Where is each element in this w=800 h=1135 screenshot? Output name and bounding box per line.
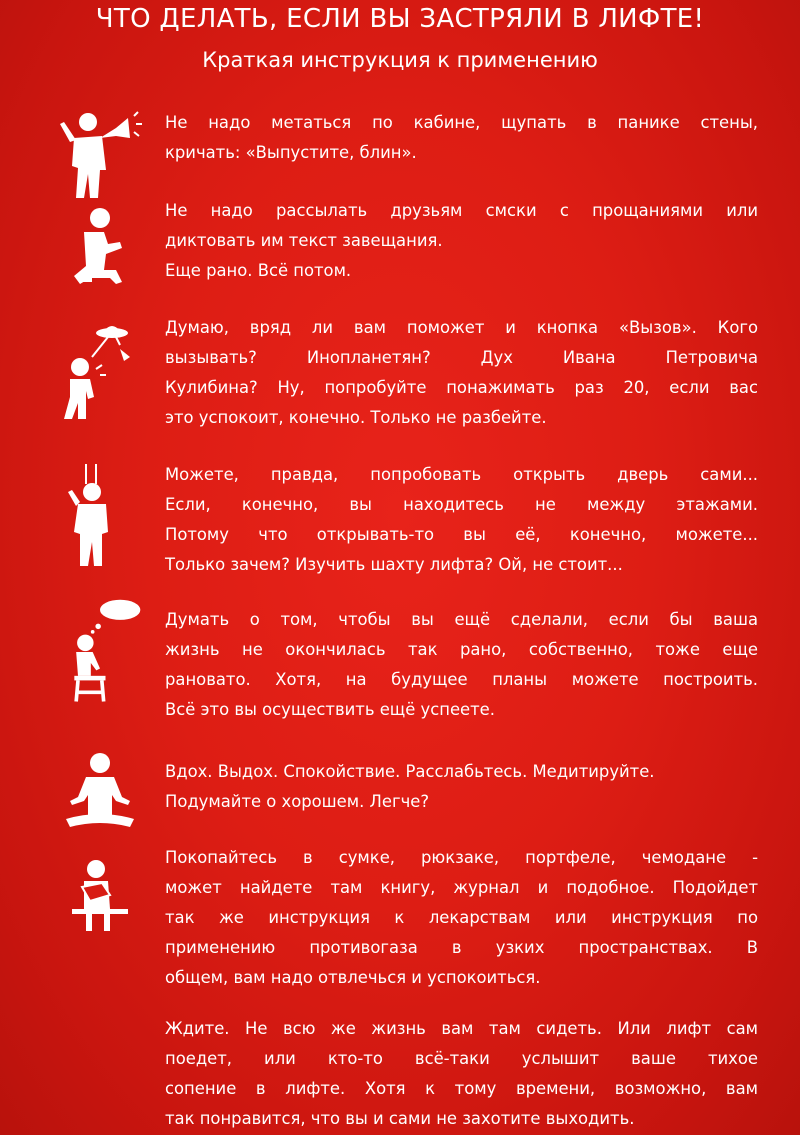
text-line: так понравится, что вы и сами не захотите выходить.: [165, 1109, 635, 1128]
text-line: Покопайтесь в сумке, рюкзаке, портфеле, чемодане -: [165, 848, 758, 867]
text-line: рановато. Хотя, на будущее планы можете построить.: [165, 670, 758, 689]
text-line: Ждите. Не всю же жизнь вам там сидеть. Или лифт сам: [165, 1019, 758, 1038]
text-line: общем, вам надо отвлечься и успокоиться.: [165, 968, 541, 987]
text-line: Подумайте о хорошем. Легче?: [165, 792, 430, 811]
text-line: жизнь не окончилась так рано, собственно, тоже еще: [165, 640, 758, 659]
instruction-text: [165, 196, 758, 286]
text-line: вызывать? Инопланетян? Дух Ивана Петровича: [165, 348, 758, 367]
text-line: Не надо метаться по кабине, щупать в панике стены,: [165, 113, 758, 132]
shouting-person-megaphone-icon: [50, 108, 150, 218]
text-line: Думаю, вряд ли вам поможет и кнопка «Вызов». Кого: [165, 318, 758, 337]
text-line: Всё это вы осуществить ещё успеете.: [165, 700, 495, 719]
text-line: может найдете там книгу, журнал и подобное. Подойдет: [165, 878, 758, 897]
instruction-text: [165, 1014, 758, 1134]
text-line: кричать: «Выпустите, блин».: [165, 143, 417, 162]
instruction-text: [165, 605, 758, 725]
thinking-person-stool-icon: [50, 597, 150, 707]
instruction-text: [165, 757, 758, 817]
person-opening-door-icon: [50, 462, 150, 572]
instruction-text: [165, 313, 758, 433]
instruction-text: [165, 460, 758, 580]
page-title: ЧТО ДЕЛАТЬ, ЕСЛИ ВЫ ЗАСТРЯЛИ В ЛИФТЕ!: [95, 4, 705, 34]
text-line: поедет, или кто-то всё-таки услышит ваше тихое: [165, 1049, 758, 1068]
reading-person-icon: [50, 857, 150, 967]
text-line: сопение в лифте. Хотя к тому времени, возможно, вам: [165, 1079, 758, 1098]
page-subtitle: Краткая инструкция к применению: [202, 48, 598, 72]
text-line: Думать о том, чтобы вы ещё сделали, если бы ваша: [165, 610, 758, 629]
text-line: Кулибина? Ну, попробуйте понажимать раз 20, если вас: [165, 378, 758, 397]
instruction-text: [165, 843, 758, 993]
kneeling-person-phone-icon: [50, 204, 150, 314]
meditating-person-icon: [50, 743, 150, 853]
text-line: это успокоит, конечно. Только не разбейте.: [165, 408, 547, 427]
text-line: диктовать им текст завещания.: [165, 231, 443, 250]
text-line: Можете, правда, попробовать открыть дверь сами...: [165, 465, 758, 484]
person-ufo-icon: [50, 323, 150, 433]
text-line: Не надо рассылать друзьям смски с прощаниями или: [165, 201, 758, 220]
text-line: Вдох. Выдох. Спокойствие. Расслабьтесь. Медитируйте.: [165, 762, 655, 781]
instruction-text: [165, 108, 758, 168]
text-line: применению противогаза в узких пространствах. В: [165, 938, 758, 957]
text-line: Еще рано. Всё потом.: [165, 261, 352, 280]
text-line: так же инструкция к лекарствам или инструкция по: [165, 908, 758, 927]
text-line: Только зачем? Изучить шахту лифта? Ой, не стоит...: [165, 555, 623, 574]
text-line: Потому что открывать-то вы её, конечно, можете...: [165, 525, 758, 544]
text-line: Если, конечно, вы находитесь не между этажами.: [165, 495, 758, 514]
